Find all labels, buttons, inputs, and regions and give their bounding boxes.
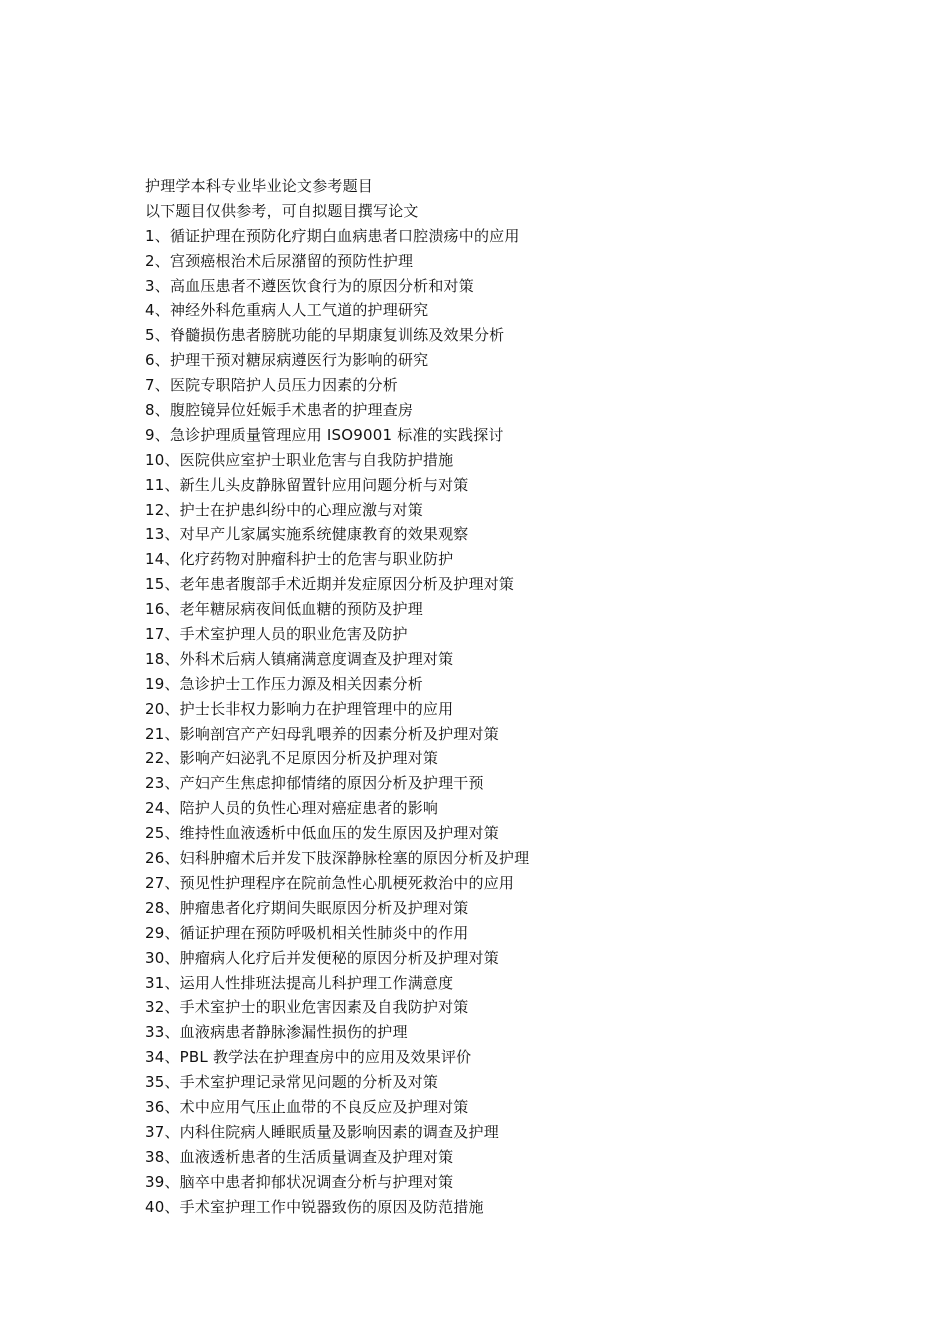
topic-item: 26、妇科肿瘤术后并发下肢深静脉栓塞的原因分析及护理 <box>145 849 530 868</box>
topic-item: 6、护理干预对糖尿病遵医行为影响的研究 <box>145 351 429 370</box>
topic-item: 4、神经外科危重病人人工气道的护理研究 <box>145 301 429 320</box>
topic-item: 15、老年患者腹部手术近期并发症原因分析及护理对策 <box>145 575 515 594</box>
topic-item: 3、高血压患者不遵医饮食行为的原因分析和对策 <box>145 276 474 295</box>
topic-item: 40、手术室护理工作中锐器致伤的原因及防范措施 <box>145 1197 484 1216</box>
topic-item: 14、化疗药物对肿瘤科护士的危害与职业防护 <box>145 550 454 569</box>
topic-item: 37、内科住院病人睡眠质量及影响因素的调查及护理 <box>145 1122 499 1141</box>
topic-item: 23、产妇产生焦虑抑郁情绪的原因分析及护理干预 <box>145 774 484 793</box>
topic-item: 9、急诊护理质量管理应用 ISO9001 标准的实践探讨 <box>145 425 504 444</box>
topic-item: 2、宫颈癌根治术后尿潴留的预防性护理 <box>145 251 414 270</box>
document-subtitle: 以下题目仅供参考，可自拟题目撰写论文 <box>145 201 419 220</box>
topic-item: 25、维持性血液透析中低血压的发生原因及护理对策 <box>145 824 499 843</box>
topic-item: 10、医院供应室护士职业危害与自我防护措施 <box>145 450 454 469</box>
topic-item: 38、血液透析患者的生活质量调查及护理对策 <box>145 1147 454 1166</box>
topic-item: 31、运用人性排班法提高儿科护理工作满意度 <box>145 973 454 992</box>
topic-item: 30、肿瘤病人化疗后并发便秘的原因分析及护理对策 <box>145 948 499 967</box>
topic-item: 39、脑卒中患者抑郁状况调查分析与护理对策 <box>145 1172 454 1191</box>
topic-item: 12、护士在护患纠纷中的心理应激与对策 <box>145 500 423 519</box>
topic-list <box>145 224 865 1220</box>
topic-item: 28、肿瘤患者化疗期间失眠原因分析及护理对策 <box>145 898 469 917</box>
topic-item: 34、PBL 教学法在护理查房中的应用及效果评价 <box>145 1048 472 1067</box>
topic-item: 35、手术室护理记录常见问题的分析及对策 <box>145 1073 439 1092</box>
document-title: 护理学本科专业毕业论文参考题目 <box>145 177 374 195</box>
topic-item: 22、影响产妇泌乳不足原因分析及护理对策 <box>145 749 439 768</box>
topic-item: 7、医院专职陪护人员压力因素的分析 <box>145 376 398 395</box>
topic-item: 1、循证护理在预防化疗期白血病患者口腔溃疡中的应用 <box>145 226 520 245</box>
topic-item: 36、术中应用气压止血带的不良反应及护理对策 <box>145 1097 469 1116</box>
topic-item: 18、外科术后病人镇痛满意度调查及护理对策 <box>145 649 454 668</box>
topic-item: 17、手术室护理人员的职业危害及防护 <box>145 625 408 644</box>
topic-item: 16、老年糖尿病夜间低血糖的预防及护理 <box>145 600 423 619</box>
topic-item: 21、影响剖宫产产妇母乳喂养的因素分析及护理对策 <box>145 724 499 743</box>
topic-item: 27、预见性护理程序在院前急性心肌梗死救治中的应用 <box>145 873 515 892</box>
topic-item: 19、急诊护士工作压力源及相关因素分析 <box>145 674 423 693</box>
topic-item: 29、循证护理在预防呼吸机相关性肺炎中的作用 <box>145 923 469 942</box>
topic-item: 8、腹腔镜异位妊娠手术患者的护理查房 <box>145 401 414 420</box>
topic-item: 11、新生儿头皮静脉留置针应用问题分析与对策 <box>145 475 469 494</box>
topic-item: 5、脊髓损伤患者膀胱功能的早期康复训练及效果分析 <box>145 326 505 345</box>
topic-item: 13、对早产儿家属实施系统健康教育的效果观察 <box>145 525 469 544</box>
topic-item: 24、陪护人员的负性心理对癌症患者的影响 <box>145 799 439 818</box>
topic-item: 33、血液病患者静脉渗漏性损伤的护理 <box>145 1023 408 1042</box>
topic-item: 20、护士长非权力影响力在护理管理中的应用 <box>145 699 454 718</box>
document-body <box>145 174 865 1219</box>
topic-item: 32、手术室护士的职业危害因素及自我防护对策 <box>145 998 469 1017</box>
